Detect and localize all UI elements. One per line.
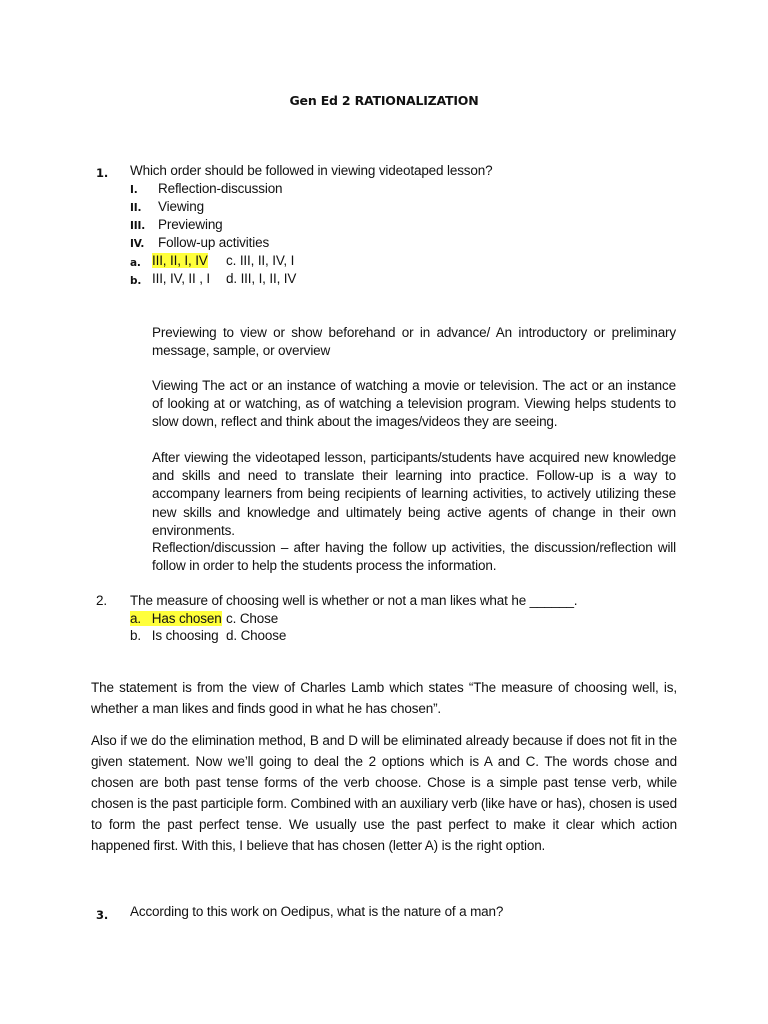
q1-item-numeral: III. xyxy=(130,220,146,232)
document-title: Gen Ed 2 RATIONALIZATION xyxy=(289,93,479,108)
q1-rationale-reflection: Reflection/discussion – after having the follow up activities, the discussion/reflection will follow in order to help the students process the information. xyxy=(152,540,676,574)
q1-rationale-viewing: Viewing The act or an instance of watching a movie or television. The act or an instance of looking at or watching, as of watching a television program. Viewing helps students to slow down, reflect and think about the images/videos they are seeing. xyxy=(152,378,676,430)
q1-item-text: Previewing xyxy=(158,217,223,232)
q2-choice-letter: b. xyxy=(130,628,141,643)
q1-number: 1. xyxy=(96,166,109,180)
q2-choice-letter: c. xyxy=(226,611,237,626)
q2-choice-letter: d. xyxy=(226,628,237,643)
q1-question: Which order should be followed in viewing videotaped lesson? xyxy=(130,163,493,178)
q3-question: According to this work on Oedipus, what is the nature of a man? xyxy=(130,904,504,919)
q2-rationale-elimination: Also if we do the elimination method, B and D will be eliminated already because if does not fit in the given statement. Now we’ll going to deal the 2 options which is A and C. The words chose and chosen are both past tense forms of the verb choose. Chose is a simple past tense verb, while chosen is the past participle form. Combined with an auxiliary verb (like have or has), chosen is used to form the past perfect tense. We usually use the past perfect to make it clear which action happened first. With this, I believe that has chosen (letter A) is the right option. xyxy=(91,733,677,853)
q1-item-text: Viewing xyxy=(158,199,204,214)
q2-choice-answer xyxy=(130,610,222,628)
q1-rationale-previewing: Previewing to view or show beforehand or in advance/ An introductory or preliminary message, sample, or overview xyxy=(152,325,676,359)
q2-choice xyxy=(130,627,218,645)
q1-rationale-follow-up: After viewing the videotaped lesson, participants/students have acquired new knowledge and skills and need to translate their learning into practice. Follow-up is a way to accompany learners from being recipients of learning activities, to actively utilizing these new skills and knowledge and ultimately being active agents of change in their own environments. xyxy=(152,450,676,538)
q1-choice-answer xyxy=(152,252,208,270)
q2-number: 2. xyxy=(96,593,107,608)
q2-rationale-source: The statement is from the view of Charles Lamb which states “The measure of choosing well, is, whether a man likes and finds good in what he has chosen”. xyxy=(91,680,677,716)
q1-item-numeral: II. xyxy=(130,202,142,214)
q2-choice-text: Is choosing xyxy=(151,628,219,643)
q1-item-text: Follow-up activities xyxy=(158,235,270,250)
q2-question: The measure of choosing well is whether or not a man likes what he ______. xyxy=(130,593,578,608)
q1-item-numeral: IV. xyxy=(130,238,145,250)
q1-choice-text: III, I, II, IV xyxy=(240,271,297,286)
q2-choice xyxy=(226,627,286,645)
q2-choice-text: Chose xyxy=(239,611,279,626)
q2-choice-text: Choose xyxy=(240,628,287,643)
q1-choice-letter: c. xyxy=(226,253,237,268)
q1-item-numeral: I. xyxy=(130,184,138,196)
q3-number: 3. xyxy=(96,908,109,922)
q1-choice-letter: b. xyxy=(130,275,142,287)
q1-choice-text: III, II, IV, I xyxy=(239,253,295,268)
q1-choice xyxy=(226,252,294,270)
q1-choice xyxy=(226,270,296,288)
answer-highlight: III, II, I, IV xyxy=(152,253,208,268)
q1-choice-letter: d. xyxy=(226,271,237,286)
q2-choice xyxy=(226,610,278,628)
answer-highlight: a. Has chosen xyxy=(130,611,222,626)
q1-item-text: Reflection-discussion xyxy=(158,181,283,196)
q1-choice-text: III, IV, II , I xyxy=(152,271,211,286)
q1-choice-letter: a. xyxy=(130,257,141,269)
